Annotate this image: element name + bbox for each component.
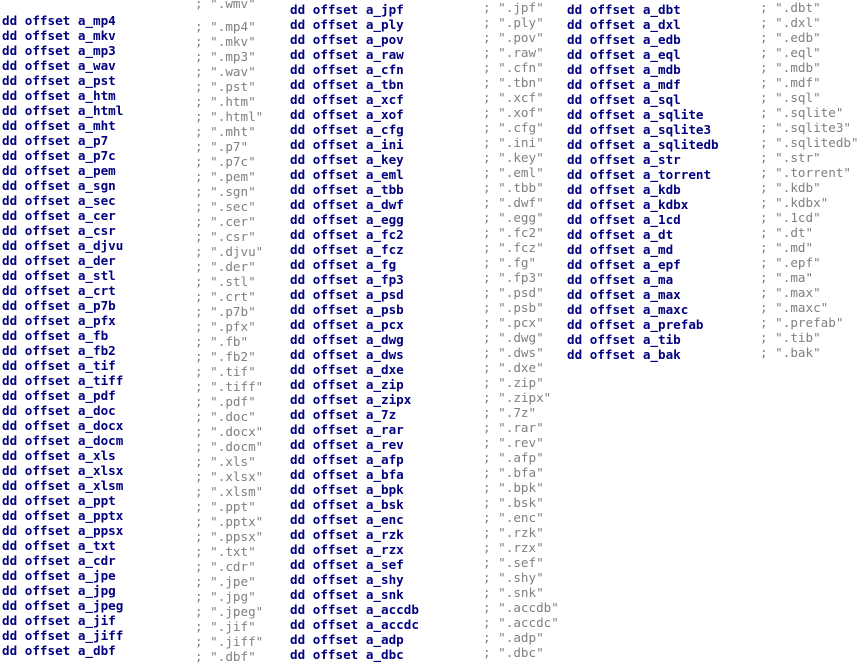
- listing-line[interactable]: [567, 180, 867, 195]
- comment-text: ; ".sef": [483, 555, 544, 570]
- instruction-text[interactable]: dd offset a_rzx: [290, 542, 404, 557]
- listing-line[interactable]: [290, 45, 566, 60]
- comment-text: ; ".jpg": [195, 589, 256, 604]
- instruction-text[interactable]: dd offset a_sgn: [2, 178, 116, 193]
- comment-text: ; ".dwg": [483, 330, 544, 345]
- instruction-text[interactable]: dd offset a_rev: [290, 437, 404, 452]
- listing-line[interactable]: [290, 90, 566, 105]
- instruction-text[interactable]: dd offset a_sqlitedb: [567, 137, 719, 152]
- instruction-text[interactable]: dd offset a_jpg: [2, 583, 116, 598]
- instruction-text[interactable]: dd offset a_jiff: [2, 628, 124, 643]
- instruction-text[interactable]: dd offset a_jpe: [2, 568, 116, 583]
- comment-text: ; ".dbt": [760, 0, 821, 15]
- instruction-text[interactable]: dd offset a_prefab: [567, 317, 704, 332]
- listing-line[interactable]: [290, 60, 566, 75]
- instruction-text[interactable]: dd offset a_sec: [2, 193, 116, 208]
- comment-text: ; ".doc": [195, 409, 256, 424]
- instruction-text[interactable]: dd offset a_jpf: [290, 2, 404, 17]
- instruction-text[interactable]: dd offset a_pptx: [2, 508, 124, 523]
- instruction-text[interactable]: dd offset a_mht: [2, 118, 116, 133]
- instruction-text[interactable]: dd offset a_dwf: [290, 197, 404, 212]
- listing-line[interactable]: [567, 105, 867, 120]
- comment-text: ; ".fg": [483, 255, 537, 270]
- listing-line[interactable]: [290, 495, 566, 510]
- listing-line[interactable]: [290, 570, 566, 585]
- comment-text: ; ".epf": [760, 255, 821, 270]
- comment-text: ; ".bfa": [483, 465, 544, 480]
- comment-text: ; ".edb": [760, 30, 821, 45]
- instruction-text[interactable]: dd offset a_der: [2, 253, 116, 268]
- instruction-text[interactable]: dd offset a_mp4: [2, 13, 116, 28]
- comment-text: ; ".tiff": [195, 379, 264, 394]
- comment-text: ; ".mdb": [760, 60, 821, 75]
- listing-line[interactable]: [567, 30, 867, 45]
- comment-text: ; ".pem": [195, 169, 256, 184]
- comment-text: ; ".rar": [483, 420, 544, 435]
- comment-text: ; ".wmv": [195, 0, 256, 11]
- listing-line[interactable]: [567, 285, 867, 300]
- comment-text: ; ".enc": [483, 510, 544, 525]
- listing-line[interactable]: [290, 105, 566, 120]
- instruction-text[interactable]: dd offset a_snk: [290, 587, 404, 602]
- instruction-text[interactable]: dd offset a_doc: [2, 403, 116, 418]
- instruction-text[interactable]: dd offset a_accdc: [290, 617, 419, 632]
- comment-text: ; ".rzk": [483, 525, 544, 540]
- comment-text: ; ".dwf": [483, 195, 544, 210]
- instruction-text[interactable]: dd offset a_stl: [2, 268, 116, 283]
- listing-line[interactable]: [567, 195, 867, 210]
- listing-line[interactable]: [290, 195, 566, 210]
- comment-text: ; ".dxe": [483, 360, 544, 375]
- listing-line[interactable]: [290, 405, 566, 420]
- comment-text: ; ".zipx": [483, 390, 552, 405]
- instruction-text[interactable]: dd offset a_ma: [567, 272, 674, 287]
- instruction-text[interactable]: dd offset a_tbb: [290, 182, 404, 197]
- listing-line[interactable]: [567, 135, 867, 150]
- instruction-text[interactable]: dd offset a_xof: [290, 107, 404, 122]
- listing-line[interactable]: [290, 360, 566, 375]
- instruction-text[interactable]: dd offset a_raw: [290, 47, 404, 62]
- listing-line[interactable]: [567, 255, 867, 270]
- listing-line[interactable]: [567, 225, 867, 240]
- comment-text: ; ".pfx": [195, 319, 256, 334]
- instruction-text[interactable]: dd offset a_ini: [290, 137, 404, 152]
- instruction-text[interactable]: dd offset a_html: [2, 103, 124, 118]
- comment-text: ; ".djvu": [195, 244, 264, 259]
- instruction-text[interactable]: dd offset a_adp: [290, 632, 404, 647]
- comment-text: ; ".der": [195, 259, 256, 274]
- listing-line[interactable]: [567, 120, 867, 135]
- instruction-text[interactable]: dd offset a_p7: [2, 133, 109, 148]
- comment-text: ; ".dws": [483, 345, 544, 360]
- instruction-text[interactable]: dd offset a_tbn: [290, 77, 404, 92]
- comment-text: ; ".raw": [483, 45, 544, 60]
- comment-text: ; ".md": [760, 240, 814, 255]
- listing-line[interactable]: [567, 300, 867, 315]
- comment-text: ; ".bsk": [483, 495, 544, 510]
- listing-line[interactable]: [567, 75, 867, 90]
- instruction-text[interactable]: dd offset a_fp3: [290, 272, 404, 287]
- instruction-text[interactable]: dd offset a_shy: [290, 572, 404, 587]
- instruction-text[interactable]: dd offset a_dxe: [290, 362, 404, 377]
- comment-text: ; ".sgn": [195, 184, 256, 199]
- comment-text: ; ".kdbx": [760, 195, 829, 210]
- listing-line[interactable]: [290, 585, 566, 600]
- instruction-text[interactable]: dd offset a_cfn: [290, 62, 404, 77]
- instruction-text[interactable]: dd offset a_mdb: [567, 62, 681, 77]
- comment-text: ; ".xof": [483, 105, 544, 120]
- instruction-text[interactable]: dd offset a_dbf: [2, 643, 116, 658]
- comment-text: ; ".tib": [760, 330, 821, 345]
- listing-line[interactable]: [567, 90, 867, 105]
- instruction-text[interactable]: dd offset a_mkv: [2, 28, 116, 43]
- instruction-text[interactable]: dd offset a_kdbx: [567, 197, 689, 212]
- comment-text: ; ".psd": [483, 285, 544, 300]
- comment-text: ; ".crt": [195, 289, 256, 304]
- comment-text: ; ".fp3": [483, 270, 544, 285]
- instruction-text[interactable]: dd offset a_fc2: [290, 227, 404, 242]
- instruction-text[interactable]: dd offset a_accdb: [290, 602, 419, 617]
- instruction-text[interactable]: dd offset a_djvu: [2, 238, 124, 253]
- listing-line[interactable]: [290, 285, 566, 300]
- instruction-text[interactable]: dd offset a_zipx: [290, 392, 412, 407]
- instruction-text[interactable]: dd offset a_rzk: [290, 527, 404, 542]
- comment-text: ; ".mp4": [195, 19, 256, 34]
- comment-text: ; ".jif": [195, 619, 256, 634]
- instruction-text[interactable]: dd offset a_dws: [290, 347, 404, 362]
- instruction-text[interactable]: dd offset a_docm: [2, 433, 124, 448]
- instruction-text[interactable]: dd offset a_cfg: [290, 122, 404, 137]
- instruction-text[interactable]: dd offset a_pfx: [2, 313, 116, 328]
- instruction-text[interactable]: dd offset a_xlsx: [2, 463, 124, 478]
- listing-line[interactable]: [290, 210, 566, 225]
- instruction-text[interactable]: dd offset a_tib: [567, 332, 681, 347]
- listing-line[interactable]: [290, 0, 566, 15]
- listing-line[interactable]: [290, 270, 566, 285]
- comment-text: ; ".cer": [195, 214, 256, 229]
- listing-line[interactable]: [290, 120, 566, 135]
- comment-text: ; ".jpeg": [195, 604, 264, 619]
- listing-line[interactable]: [290, 450, 566, 465]
- instruction-text[interactable]: dd offset a_xls: [2, 448, 116, 463]
- instruction-text[interactable]: dd offset a_p7c: [2, 148, 116, 163]
- instruction-text[interactable]: dd offset a_pdf: [2, 388, 116, 403]
- instruction-text[interactable]: dd offset a_bpk: [290, 482, 404, 497]
- comment-text: ; ".prefab": [760, 315, 844, 330]
- comment-text: ; ".p7": [195, 139, 249, 154]
- comment-text: ; ".key": [483, 150, 544, 165]
- instruction-text[interactable]: dd offset a_fb2: [2, 343, 116, 358]
- listing-line[interactable]: [290, 30, 566, 45]
- comment-text: ; ".csr": [195, 229, 256, 244]
- comment-text: ; ".xlsm": [195, 484, 264, 499]
- listing-line[interactable]: [290, 615, 566, 630]
- instruction-text[interactable]: dd offset a_cer: [2, 208, 116, 223]
- instruction-text[interactable]: dd offset a_enc: [290, 512, 404, 527]
- instruction-text[interactable]: dd offset a_bsk: [290, 497, 404, 512]
- listing-line[interactable]: [567, 240, 867, 255]
- comment-text: ; ".fcz": [483, 240, 544, 255]
- instruction-text[interactable]: dd offset a_cdr: [2, 553, 116, 568]
- instruction-text[interactable]: dd offset a_psb: [290, 302, 404, 317]
- comment-text: ; ".accdc": [483, 615, 559, 630]
- listing-line[interactable]: [290, 375, 566, 390]
- instruction-text[interactable]: dd offset a_bak: [567, 347, 681, 362]
- listing-line[interactable]: [290, 150, 566, 165]
- listing-line[interactable]: [290, 75, 566, 90]
- listing-line[interactable]: [290, 345, 566, 360]
- comment-text: ; ".xls": [195, 454, 256, 469]
- listing-line[interactable]: [567, 330, 867, 345]
- comment-text: ; ".kdb": [760, 180, 821, 195]
- comment-text: ; ".str": [760, 150, 821, 165]
- instruction-text[interactable]: dd offset a_pst: [2, 73, 116, 88]
- instruction-text[interactable]: dd offset a_eql: [567, 47, 681, 62]
- instruction-text[interactable]: dd offset a_eml: [290, 167, 404, 182]
- comment-text: ; ".pst": [195, 79, 256, 94]
- instruction-text[interactable]: dd offset a_dbc: [290, 647, 404, 662]
- comment-text: ; ".cdr": [195, 559, 256, 574]
- instruction-text[interactable]: dd offset a_docx: [2, 418, 124, 433]
- comment-text: ; ".pptx": [195, 514, 264, 529]
- instruction-text[interactable]: dd offset a_zip: [290, 377, 404, 392]
- comment-text: ; ".7z": [483, 405, 537, 420]
- listing-line[interactable]: [2, 643, 288, 664]
- comment-text: ; ".dbc": [483, 645, 544, 660]
- comment-text: ; ".max": [760, 285, 821, 300]
- instruction-text[interactable]: dd offset a_kdb: [567, 182, 681, 197]
- comment-text: ; ".mp3": [195, 49, 256, 64]
- comment-text: ; ".dbf": [195, 649, 256, 664]
- comment-text: ; ".mkv": [195, 34, 256, 49]
- comment-text: ; ".sqlite": [760, 105, 844, 120]
- instruction-text[interactable]: dd offset a_pcx: [290, 317, 404, 332]
- comment-text: ; ".ppsx": [195, 529, 264, 544]
- comment-text: ; ".accdb": [483, 600, 559, 615]
- comment-text: ; ".fc2": [483, 225, 544, 240]
- instruction-text[interactable]: dd offset a_rar: [290, 422, 404, 437]
- listing-line[interactable]: [290, 180, 566, 195]
- comment-text: ; ".ppt": [195, 499, 256, 514]
- instruction-text[interactable]: dd offset a_jif: [2, 613, 116, 628]
- comment-text: ; ".rzx": [483, 540, 544, 555]
- instruction-text[interactable]: dd offset a_txt: [2, 538, 116, 553]
- comment-text: ; ".cfn": [483, 60, 544, 75]
- instruction-text[interactable]: dd offset a_sqlite3: [567, 122, 712, 137]
- listing-line[interactable]: [290, 480, 566, 495]
- comment-text: ; ".tbn": [483, 75, 544, 90]
- listing-line[interactable]: [567, 165, 867, 180]
- instruction-text[interactable]: dd offset a_max: [567, 287, 681, 302]
- comment-text: ; ".xcf": [483, 90, 544, 105]
- instruction-text[interactable]: dd offset a_ppt: [2, 493, 116, 508]
- instruction-text[interactable]: dd offset a_csr: [2, 223, 116, 238]
- comment-text: ; ".dt": [760, 225, 814, 240]
- comment-text: ; ".fb": [195, 334, 249, 349]
- comment-text: ; ".sql": [760, 90, 821, 105]
- comment-text: ; ".tif": [195, 364, 256, 379]
- listing-line[interactable]: [567, 15, 867, 30]
- instruction-text[interactable]: dd offset a_torrent: [567, 167, 712, 182]
- comment-text: ; ".txt": [195, 544, 256, 559]
- instruction-text[interactable]: dd offset a_xcf: [290, 92, 404, 107]
- listing-line[interactable]: [567, 315, 867, 330]
- listing-line[interactable]: [290, 465, 566, 480]
- comment-text: ; ".xlsx": [195, 469, 264, 484]
- instruction-text[interactable]: dd offset a_bfa: [290, 467, 404, 482]
- comment-text: ; ".stl": [195, 274, 256, 289]
- comment-text: ; ".egg": [483, 210, 544, 225]
- listing-line[interactable]: [290, 390, 566, 405]
- listing-line[interactable]: [290, 240, 566, 255]
- comment-text: ; ".docm": [195, 439, 264, 454]
- comment-text: ; ".docx": [195, 424, 264, 439]
- listing-line[interactable]: [567, 150, 867, 165]
- instruction-text[interactable]: dd offset a_str: [567, 152, 681, 167]
- listing-line[interactable]: [290, 15, 566, 30]
- comment-text: ; ".bpk": [483, 480, 544, 495]
- comment-text: ; ".pov": [483, 30, 544, 45]
- comment-text: ; ".jpf": [483, 0, 544, 15]
- instruction-text[interactable]: dd offset a_sqlite: [567, 107, 704, 122]
- instruction-text[interactable]: dd offset a_7z: [290, 407, 397, 422]
- comment-text: ; ".eql": [760, 45, 821, 60]
- instruction-text[interactable]: dd offset a_fcz: [290, 242, 404, 257]
- instruction-text[interactable]: dd offset a_p7b: [2, 298, 116, 313]
- listing-line[interactable]: [290, 600, 566, 615]
- listing-line[interactable]: [290, 225, 566, 240]
- instruction-text[interactable]: dd offset a_edb: [567, 32, 681, 47]
- comment-text: ; ".sqlitedb": [760, 135, 859, 150]
- instruction-text[interactable]: dd offset a_md: [567, 242, 674, 257]
- listing-line[interactable]: [290, 645, 566, 660]
- instruction-text[interactable]: dd offset a_1cd: [567, 212, 681, 227]
- instruction-text[interactable]: dd offset a_ply: [290, 17, 404, 32]
- comment-text: ; ".eml": [483, 165, 544, 180]
- instruction-text[interactable]: dd offset a_dt: [567, 227, 674, 242]
- comment-text: ; ".dxl": [760, 15, 821, 30]
- comment-text: ; ".mdf": [760, 75, 821, 90]
- comment-text: ; ".snk": [483, 585, 544, 600]
- instruction-text[interactable]: dd offset a_afp: [290, 452, 404, 467]
- instruction-text[interactable]: dd offset a_epf: [567, 257, 681, 272]
- instruction-text[interactable]: dd offset a_wav: [2, 58, 116, 73]
- comment-text: ; ".p7b": [195, 304, 256, 319]
- listing-line[interactable]: [290, 315, 566, 330]
- comment-text: ; ".ma": [760, 270, 814, 285]
- instruction-text[interactable]: dd offset a_fg: [290, 257, 397, 272]
- listing-line[interactable]: [290, 135, 566, 150]
- instruction-text[interactable]: dd offset a_mdf: [567, 77, 681, 92]
- listing-line[interactable]: [290, 525, 566, 540]
- comment-text: ; ".p7c": [195, 154, 256, 169]
- listing-line[interactable]: [567, 210, 867, 225]
- instruction-text[interactable]: dd offset a_key: [290, 152, 404, 167]
- comment-text: ; ".adp": [483, 630, 544, 645]
- comment-text: ; ".jpe": [195, 574, 256, 589]
- comment-text: ; ".torrent": [760, 165, 851, 180]
- comment-text: ; ".pdf": [195, 394, 256, 409]
- instruction-text[interactable]: dd offset a_egg: [290, 212, 404, 227]
- comment-text: ; ".bak": [760, 345, 821, 360]
- listing-line[interactable]: [567, 45, 867, 60]
- listing-line[interactable]: [567, 0, 867, 15]
- listing-line[interactable]: [290, 555, 566, 570]
- instruction-text[interactable]: dd offset a_pov: [290, 32, 404, 47]
- comment-text: ; ".psb": [483, 300, 544, 315]
- comment-text: ; ".mht": [195, 124, 256, 139]
- comment-text: ; ".html": [195, 109, 264, 124]
- comment-text: ; ".ply": [483, 15, 544, 30]
- instruction-text[interactable]: dd offset a_maxc: [567, 302, 689, 317]
- comment-text: ; ".shy": [483, 570, 544, 585]
- instruction-text[interactable]: dd offset a_pem: [2, 163, 116, 178]
- comment-text: ; ".cfg": [483, 120, 544, 135]
- listing-line[interactable]: [290, 420, 566, 435]
- comment-text: ; ".sec": [195, 199, 256, 214]
- listing-line[interactable]: [290, 540, 566, 555]
- listing-line[interactable]: [290, 330, 566, 345]
- comment-text: ; ".1cd": [760, 210, 821, 225]
- listing-line[interactable]: [290, 255, 566, 270]
- listing-line[interactable]: [567, 270, 867, 285]
- instruction-text[interactable]: dd offset a_ppsx: [2, 523, 124, 538]
- instruction-text[interactable]: dd offset a_psd: [290, 287, 404, 302]
- listing-line[interactable]: [567, 345, 867, 360]
- comment-text: ; ".pcx": [483, 315, 544, 330]
- instruction-text[interactable]: dd offset a_sef: [290, 557, 404, 572]
- listing-line[interactable]: [290, 630, 566, 645]
- comment-text: ; ".htm": [195, 94, 256, 109]
- comment-text: ; ".tbb": [483, 180, 544, 195]
- instruction-text[interactable]: dd offset a_crt: [2, 283, 116, 298]
- instruction-text[interactable]: dd offset a_xlsm: [2, 478, 124, 493]
- instruction-text[interactable]: dd offset a_dwg: [290, 332, 404, 347]
- instruction-text[interactable]: dd offset a_sql: [567, 92, 681, 107]
- comment-text: ; ".ini": [483, 135, 544, 150]
- listing-line[interactable]: [290, 165, 566, 180]
- comment-text: ; ".wav": [195, 64, 256, 79]
- instruction-text[interactable]: dd offset a_jpeg: [2, 598, 124, 613]
- instruction-text[interactable]: dd offset a_dxl: [567, 17, 681, 32]
- comment-text: ; ".fb2": [195, 349, 256, 364]
- comment-text: ; ".zip": [483, 375, 544, 390]
- instruction-text[interactable]: dd offset a_fb: [2, 328, 109, 343]
- instruction-text[interactable]: dd offset a_mp3: [2, 43, 116, 58]
- instruction-text[interactable]: dd offset a_tiff: [2, 373, 124, 388]
- comment-text: ; ".rev": [483, 435, 544, 450]
- comment-text: ; ".maxc": [760, 300, 829, 315]
- listing-line[interactable]: [290, 435, 566, 450]
- comment-text: ; ".jiff": [195, 634, 264, 649]
- instruction-text[interactable]: dd offset a_dbt: [567, 2, 681, 17]
- listing-line[interactable]: [567, 60, 867, 75]
- instruction-text[interactable]: dd offset a_htm: [2, 88, 116, 103]
- comment-text: ; ".sqlite3": [760, 120, 851, 135]
- listing-line[interactable]: [290, 510, 566, 525]
- listing-line[interactable]: [290, 300, 566, 315]
- comment-text: ; ".afp": [483, 450, 544, 465]
- instruction-text[interactable]: dd offset a_tif: [2, 358, 116, 373]
